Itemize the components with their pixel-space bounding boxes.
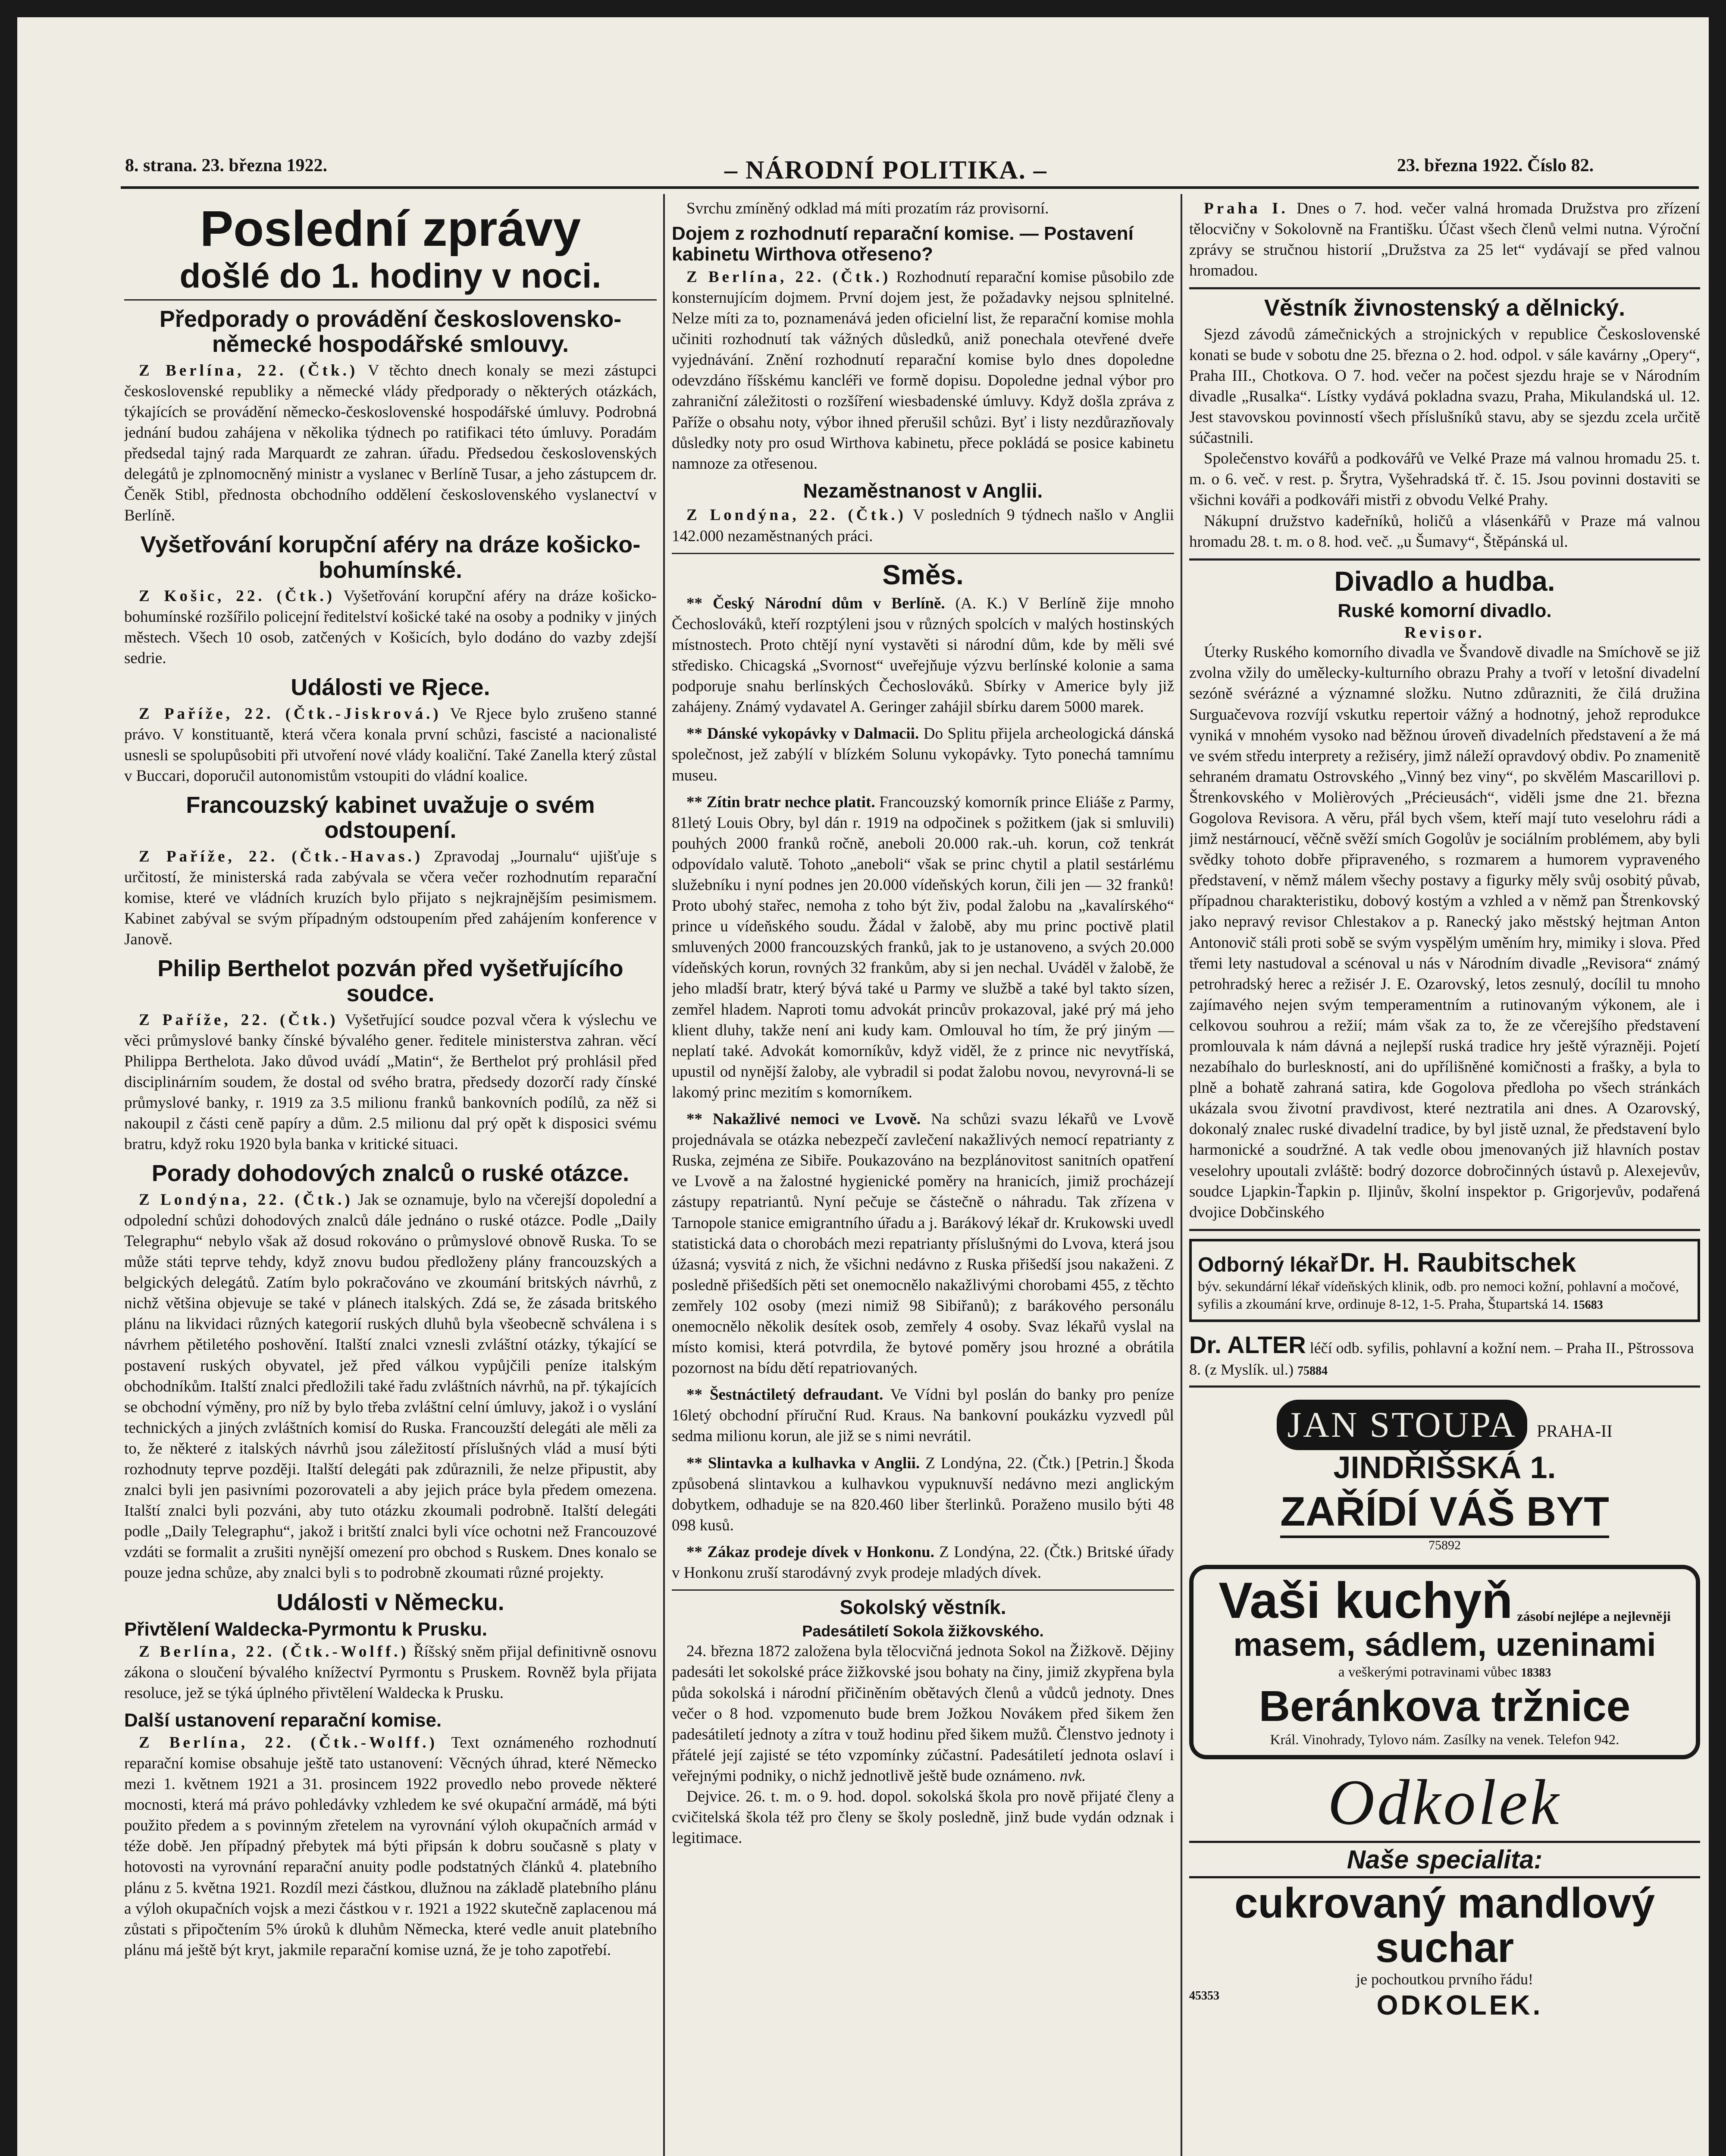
smes-item	[672, 593, 1174, 718]
ad-beranek-market	[1189, 1565, 1700, 1759]
header-issue-number: 23. března 1922. Číslo 82.	[1397, 156, 1594, 175]
article-text: Říšský sněm přijal definitivně osnovu zákona o sloučení bývalého knížectví Pyrmontu s Pruskem. Rovněž byla přijata resoluce, jež se týká úplného přivtělení Waldecka k Prusku.	[124, 1643, 657, 1702]
smes-text: Do Splitu přijela archeologická dánská společnost, jež zabýlí v blízkém Solunu vykopávky. Tyto ponechá tamnímu museu.	[672, 725, 1174, 784]
ad-odkolek	[1189, 1767, 1700, 2021]
article-body	[124, 1010, 657, 1155]
smes-item	[672, 724, 1174, 786]
article-body	[124, 1190, 657, 1584]
article-body	[124, 846, 657, 950]
divider	[672, 553, 1174, 554]
article-body	[124, 360, 657, 526]
ad-products: masem, sádlem, uzeninami	[1233, 1626, 1656, 1664]
vestnik-item: Společenstvo kovářů a podkovářů ve Velké Praze má valnou hromadu 25. t. m. o 6. več. v rest. p. Šrytra, Vyšehradská tř. č. 15. Jsou povinni dostaviti se všichni kováři a podkováři mistři z obvodu Velké Prahy.	[1189, 450, 1700, 509]
article-text: Rozhodnutí reparační komise působilo zde konsternujícím dojmem. První dojem jest, že požadavky nejsou splnitelné. Nelze míti za to, poznamenává jeden oficielní list, že reparační komise mohla učiniti rozhodnutí tak vážných důsledků, aniž ponechala otevřené dveře vyjednávání. Znění rozhodnutí reparační komise bylo dnes dopoledne odevzdáno říšskému kancléři ve formě dopisu. Dopoledne jednal výbor pro zahraniční záležitosti o rozšíření wiesbadenské úmluvy. Když došla zpráva z Paříže o obsahu noty, výbor ihned přerušil schůzi. Byť i listy nezdůrazňovaly důsledky noty pro osud Wirthova kabinetu, přece pokládá se posice kabinetu namnoze za otřesenou.	[672, 268, 1174, 473]
article-text: Vyšetřující soudce pozval včera k výslechu ve věci průmyslové banky čínské bývalého gener. ředitele ministerstva zahran. věcí Philippa Berthelota. Jako důvod uvádí „Matin“, že Berthelot prý prohlásil před disciplinárním soudem, že dostal od svého bratra, předsedy dozorčí rady čínské průmyslové banky, r. 1919 za 3.5 milionu franků bankovních podílů, za něž si nakoupil z části ceně papíry a dům. 2.5 milionu dal prý opět k disposici svému bratru, když roku 1920 byla banka v kritické situaci.	[124, 1011, 657, 1153]
article-title: Vyšetřování korupční aféry na dráze košicko-bohumínské.	[140, 532, 641, 583]
article-title: Nezaměstnanost v Anglii.	[803, 479, 1043, 502]
smes-item	[672, 1385, 1174, 1447]
header-rule	[121, 186, 1699, 189]
divider	[1189, 1229, 1700, 1231]
smes-item	[672, 1109, 1174, 1379]
article-czech-german-treaty	[124, 307, 657, 526]
article-russian-question	[124, 1161, 657, 1583]
article-dateline: Z Košic, 22. (Čtk.)	[139, 587, 335, 605]
smes-body: ** Šestnáctiletý defraudant. Ve Vídni byl poslán do banky pro peníze 16letý obchodní příruční Rud. Kraus. Na bankovní poukázku vyzvedl půl sedma milionu korun, ale již se s nimi nevrátil.	[672, 1386, 1174, 1445]
smes-title: Český Národní dům v Berlíně.	[713, 594, 945, 612]
ad-slogan: ZAŘÍDÍ VÁŠ BYT	[1280, 1488, 1609, 1538]
notice-praha	[1189, 198, 1700, 281]
article-title: Předporady o provádění československo-německé hospodářské smlouvy.	[159, 306, 622, 357]
article-corruption-affair	[124, 532, 657, 669]
divadlo-subtitle: Ruské komorní divadlo.	[1338, 600, 1552, 621]
smes-body: ** Nakažlivé nemoci ve Lvově. Na schůzi svazu lékařů ve Lvově projednávala se otázka nebezpečí zavlečení nakažlivých nemocí repatrianty z Ruska, zejména ze Sibiře. Poukazováno na bezplánovitost sanitních opatření ve Lvově a na žalostné hygienické poměry na hranicích, jimiž procházejí zástupy repatriantů. Nyní pečuje se částečně o náhradu. Tak zřízena v Tarnopole stanice emigrantního úřadu a j. Barákový lékař dr. Krukowski uvedl statistická data o chorobách mezi repatrianty příslušnými do Lvova, která jsou úžasná; vysvitá z nich, že všichni nedávno z Ruska přišedší jsou nakaženi. Z posledně přišedších pěti set onemocnělo nakažlivými chorobami 455, z těchto zemřely 102 osoby (mezi nimiž 98 Sibiřanů); z barákového personálu onemocnělo několik desítek osob, zemřely 4 osoby. Svaz lékařů vyslal na místo komisi, která potvrdila, že bytové poměry jsou hrozné a obrátila pozornost na bídu dětí repatriovaných.	[672, 1110, 1174, 1377]
article-body	[672, 267, 1174, 474]
article-dateline: Z Paříže, 22. (Čtk.)	[139, 1011, 338, 1029]
article-subtitle: Další ustanovení reparační komise.	[124, 1709, 442, 1731]
article-dateline: Z Berlína, 22. (Čtk.)	[686, 268, 891, 286]
smes-body: ** Slintavka a kulhavka v Anglii. Z Londýna, 22. (Čtk.) [Petrin.] Škoda způsobená slintavkou a kulhavkou vypuknuvší nedávno mezi anglickým dobytkem, odhaduje se na 820.460 liber šterlinků. Poraženo musilo býti 48 098 kusů.	[672, 1454, 1174, 1534]
article-title: Dojem z rozhodnutí reparační komise. — Postavení kabinetu Wirthova otřeseno?	[672, 223, 1134, 265]
ad-address: Král. Vinohrady, Tylovo nám. Zasílky na venek. Telefon 942.	[1270, 1732, 1619, 1748]
sokol-subtitle: Padesátiletí Sokola žižkovského.	[802, 1622, 1044, 1640]
header-page-date: 8. strana. 23. března 1922.	[125, 156, 327, 175]
smes-text: (A. K.) V Berlíně žije mnoho Čechoslováků, kteří rozptýleni jsou v různých spolcích v malých hostinských místnostech. Proto chtějí nyní vystavěti si národní dům, kde by měli své středisko. Chicagská „Svornost“ uveřejňuje výzvu berlínské kolonie a sama podporuje snahu berlínských Čechoslováků. Sbírky v Americe byly již zahájeny. Známý vydavatel A. Geringer zahájil sbírku darem 5000 marek.	[672, 594, 1174, 716]
article-body	[124, 704, 657, 787]
article-continuation: Svrchu zmíněný odklad má míti prozatím ráz provisorní.	[686, 200, 1049, 217]
article-text: V těchto dnech konaly se mezi zástupci československé republiky a německé vlády předporady o některých otázkách, týkajících se provádění německo-československé hospodářské úmluvy. Podrobná jednání budou zahájena v několika týdnech po ratifikaci této úmluvy. Poradám předsedal tajný rada Marquardt ze zahran. úřadu. Předsedou československých delegátů je zplnomocněný ministr a vyslanec v Berlíně Tusar, a jeho zástupcem dr. Čeněk Stibl, přednosta obchodního oddělení československého vyslanectví v Berlíně.	[124, 361, 657, 525]
article-body	[124, 586, 657, 669]
article-rijeka-events	[124, 675, 657, 787]
column-2	[672, 198, 1174, 2156]
smes-text: Z Londýna, 22. (Čtk.) [Petrin.] Škoda způsobená slintavkou a kulhavkou vypuknuvší nedávno mezi anglickým dobytkem, odhaduje se na 820.460 liber šterlinků. Poraženo musilo býti 48 098 kusů.	[672, 1454, 1174, 1534]
smes-body: ** Český Národní dům v Berlíně. (A. K.) V Berlíně žije mnoho Čechoslováků, kteří rozptýleni jsou v různých spolcích v malých hostinských místnostech. Proto chtějí nyní vystavěti si národní dům, kde by měli své středisko. Chicagská „Svornost“ uveřejňuje výzvu berlínské kolonie a sama podporuje snahu berlínských Čechoslováků. Sbírky v Americe byly již zahájeny. Známý vydavatel A. Geringer zahájil sbírku darem 5000 marek.	[672, 594, 1174, 716]
article-dateline: Z Paříže, 22. (Čtk.-Jiskrová.)	[139, 705, 442, 723]
article-title: Francouzský kabinet uvažuje o svém odstoupení.	[186, 792, 595, 843]
sokol-signature: nvk.	[1059, 1767, 1086, 1785]
newspaper-page	[17, 17, 1709, 2156]
ad-raubitschek	[1189, 1239, 1700, 1322]
article-subtitle: Přivtělení Waldecka-Pyrmontu k Prusku.	[124, 1618, 487, 1640]
article-title: Philip Berthelot pozván před vyšetřujícího soudce.	[157, 956, 623, 1007]
column-1	[124, 198, 657, 2156]
smes-item	[672, 792, 1174, 1103]
header-masthead: – NÁRODNÍ POLITIKA. –	[724, 156, 1047, 184]
ad-footer: 45353 ODKOLEK.	[1189, 1989, 1543, 2021]
article-unemployment-england	[672, 480, 1174, 547]
smes-body: ** Dánské vykopávky v Dalmacii. Do Splitu přijela archeologická dánská společnost, jež zabýlí v blízkém Solunu vykopávky. Tyto ponechá tamnímu museu.	[672, 725, 1174, 784]
section-title-smes: Směs.	[882, 559, 964, 590]
ad-brand-line: JAN STOUPA PRAHA-II JINDŘIŠSKÁ 1.	[1189, 1400, 1700, 1485]
banner-latest-news: Poslední zprávy	[200, 201, 581, 257]
ad-tagline: je pochoutkou prvního řádu!	[1356, 1970, 1533, 1988]
ad-specialty: Naše specialita:	[1189, 1841, 1700, 1878]
smes-title: Šestnáctiletý defraudant.	[709, 1386, 883, 1404]
smes-item	[672, 1542, 1174, 1583]
article-dateline: Z Berlína, 22. (Čtk.-Wolff.)	[139, 1733, 438, 1752]
article-body	[124, 1733, 657, 1961]
smes-text: Na schůzi svazu lékařů ve Lvově projednávala se otázka nebezpečí zavlečení nakažlivých nemocí repatrianty z Ruska, zejména ze Sibiře. Poukazováno na bezplánovitost sanitních opatření ve Lvově a na žalostné hygienické poměry na hranicích, jimiž procházejí zástupy repatriantů. Nyní pečuje se částečně o náhradu. Tak zřízena v Tarnopole stanice emigrantního úřadu a j. Barákový lékař dr. Krukowski uvedl statistická data o chorobách mezi repatrianty příslušnými do Lvova, která jsou úžasná; vysvitá z nich, že všichni nedávno z Ruska přišedší jsou nakaženi. Z posledně přišedších pěti set onemocnělo nakažlivými chorobami 455, z těchto zemřely 102 osoby (mezi nimiž 98 Sibiřanů); z barákového personálu onemocnělo několik desítek osob, zemřely 4 osoby. Svaz lékařů vyslal na místo komisi, která potvrdila, že bytové poměry jsou hrozné a obrátila pozornost na bídu dětí repatriovaných.	[672, 1110, 1174, 1377]
article-text: Vyšetřování korupční aféry na dráze košicko-bohumínské rozšířilo policejní ředitelství košické také na osoby a podniky v jiných městech. Všech 10 osob, zatčených v Košicích, bylo dodáno do vazby zdejší sedrie.	[124, 587, 657, 667]
smes-title: Slintavka a kulhavka v Anglii.	[708, 1454, 920, 1472]
sokol-body: 24. března 1872 založena byla tělocvičná jednota Sokol na Žižkově. Dějiny padesáti let sokolské práce žižkovské jsou bohaty na činy, jimiž zkypřena byla půda sokolská i národní přičiněním obětavých členů a vůdců jednoty. Dnes večer o 8 hod. vzpomenuto bude brem Jožkou Novákem před šikem žen padesátiletí jednoty a zítra v touž hodinu před šikem mužů. Členstvo jednoty i přátelé její zajisté se této vzpomínky zúčastní. Padesátiletí jednota oslaví i veřejnými podniky, o nichž jednotlivě ještě bude oznámeno. nvk.	[672, 1642, 1174, 1785]
ad-jan-stoupa	[1189, 1395, 1700, 1557]
banner-subtitle: došlé do 1. hodiny v noci.	[179, 257, 601, 295]
article-text: Text oznámeného rozhodnutí reparační komise obsahuje ještě tato ustanovení: Věcných úhrad, které Německo mezi 1. květnem 1921 a 31. prosincem 1922 provedlo nebo provede některé mocnosti, která má právo pohledávky vzhledem ke své okupační armádě, má býti použito předem a s povinným zřetelem na vyrovnání výloh okupačních armád v téže době. Jen případný přebytek má býti připsán k dobru současně s platy v hotovosti na vyrovnání reparační anuity podle podstatných článků 4. platebního plánu z 5. května 1921. Rozdíl mezi částkou, dlužnou na základě platebního plánu a výloh okupačních vojsk a mezi částkou v r. 1921 a 1922 skutečně zaplacenou má zůstati s připočtením 5% úroků k dluhům Německa, které vedle anuit platebního plánu má ještě být kryt, jakmile reparační komise uzná, že je toho zapotřebí.	[124, 1733, 657, 1959]
notice-text: Dnes o 7. hod. večer valná hromada Družstva pro zřízení tělocvičny v Sokolovně na Františku. Účast všech členů velmi nutna. Výroční zprávy se stručnou historií „Družstva za 25 let“ vydávají se před valnou hromadou.	[1189, 200, 1700, 280]
article-reparation-provisions	[124, 1710, 657, 1961]
ad-brand: Beránkova tržnice	[1259, 1682, 1631, 1730]
smes-body: ** Zítin bratr nechce platit. Francouzský komorník prince Eliáše z Parmy, 81letý Louis Obry, byl dán r. 1919 na odpočinek s požitkem (jak si smluvili) pouhých 2000 franků ročně, aneboli 20.000 rak.-uh. korun, což tenkrát odpovídalo valutě. Tohoto „aneboli“ však se princ chytil a platil sestárlému služebníku i nyní podnes jen 20.000 vídeňských korun, čili jen — 32 franků! Proto ubohý stařec, nemoha z toho být živ, podal žalobu na „kavalírského“ prince u vídeňského soudu. Žádal v žalobě, aby mu princ poctivě platil smluvených 2000 francouzských franků, jak to je ustanoveno, a svých 20.000 vídeňských korun, rovných 32 frankům, aby si jen nechal. Uváděl v žalobě, že jeho mladší bratr, který bývá také u Parmy ve službě a také byl takto sízen, zemřel hladem. Naproti tomu advokát princův prokazoval, jaké prý má jeho klient dluhy, takže není ani kudy kam. Omlouval ho tím, že prý jiným — neplatí také. Advokát komorníkův, když viděl, že z prince nic nevytříská, upustil od nynější žaloby, ale vybradil si podat žalobu novou, nevyrovná-li se lakomý princ mezitím s komorníkem.	[672, 793, 1174, 1101]
vestnik-item: Sjezd závodů zámečnických a strojnických v republice Československé konati se bude v sobotu dne 25. března o 2. hod. odpol. v sále kavárny „Opery“, Praha III., Chotkova. O 7. hod. večer na počest sjezdu hraje se v Národním divadle „Rusalka“. Lístky vydává pokladna svazu, Praha, Mikulandská ul. 12. Jest stavovskou povinností všech příslušníků stavu, aby se sjezdu zcela určitě súčastnili.	[1189, 325, 1700, 447]
column-divider	[663, 194, 665, 2156]
smes-text: Francouzský komorník prince Eliáše z Parmy, 81letý Louis Obry, byl dán r. 1919 na odpočinek s požitkem (jak si smluvili) pouhých 2000 franků ročně, aneboli 20.000 rak.-uh. korun, což tenkrát odpovídalo valutě. Tohoto „aneboli“ však se princ chytil a platil sestárlému služebníku i nyní podnes jen 20.000 vídeňských korun, čili jen — 32 franků! Proto ubohý stařec, nemoha z toho být živ, podal žalobu na „kavalírského“ prince u vídeňského soudu. Žádal v žalobě, aby mu princ poctivě platil smluvených 2000 francouzských franků, jak to je ustanoveno, a svých 20.000 vídeňských korun, rovných 32 frankům, aby si jen nechal. Uváděl v žalobě, že jeho mladší bratr, který bývá také u Parmy ve službě a také byl takto sízen, zemřel hladem. Naproti tomu advokát princův prokazoval, jaké prý má jeho klient dluhy, takže není ani kudy kam. Omlouval ho tím, že prý jiným — neplatí také. Advokát komorníkův, když viděl, že z prince nic nevytříská, upustil od nynější žaloby, ale vybradil si podat žalobu novou, nevyrovná-li se lakomý princ mezitím s komorníkem.	[672, 793, 1174, 1101]
article-dateline: Z Berlína, 22. (Čtk.)	[139, 361, 358, 379]
article-dateline: Z Londýna, 22. (Čtk.)	[686, 506, 906, 524]
smes-body: ** Zákaz prodeje dívek v Honkonu. Z Londýna, 22. (Čtk.) Britské úřady v Honkonu zruší starodávný zvyk prodeje mladých dívek.	[672, 1543, 1174, 1582]
article-reparation-impression	[672, 223, 1174, 474]
smes-title: Nakažlivé nemoci ve Lvově.	[713, 1110, 921, 1128]
smes-title: Zítin bratr nechce platit.	[706, 793, 875, 811]
notice-dateline: Praha I.	[1204, 200, 1288, 217]
divider	[1189, 558, 1700, 561]
divadlo-review: Úterky Ruského komorního divadla ve Švandově divadle na Smíchově se již zvolna vžily do umělecky-kulturního obrazu Prahy a tvoří v letošní divadelní sezóně svérázné a významné složku. Nutno zdůrazniti, že čilá družina Surguačevova rozvíjí vskutku repertoir vážný a hodnotný, jehož reprodukce vyniká v mnohém vysoko nad běžnou úroveň divadelních představení a že má ve svém středu interprety a režiséry, jimž náleží opravdový obdiv. Po znamenitě sehraném dramatu Ostrovského „Vinný bez viny“, po skvělém Mascarillovi p. Štrenkovského v Molièrových „Précieusách“, viděli jsme dne 21. března Gogolova Revisora. A věru, přál bych všem, kteří mají tuto veselohru rádi a jimž nestárnoucí, věčně svěží smích Gogolův je sociálním problémem, aby byli svědky tohoto dobře připraveného, s rozmarem a humorem vypraveného představení, v němž málem všechy postavy a figurky měly svůj osobitý půvab, případnou charakteristiku, dobový kostým a vzhled a v němž pan Štrenkovský jako nepravý revisor Chlestakov a p. Ranecký jako městský hejtman Anton Antonovič stáli proti sobě se svým vyspělým uměním hry, mimiky i slova. Před třemi lety nastudoval a scénoval u nás v Národním divadle „Revisora“ známý petrohradský herec a režisér J. E. Ozarovský, letos zesnulý, docílil tu mnoho zajímavého nejen svým temperamentním a rutinovaným výkonem, ale i celkovou souhrou a režií; mám však za to, že ze včerejšího představení promlouvala k nám dávná a nejlepší ruská tradice hry ještě výrazněji. Pojetí nezabíhalo do burleskností, ani do upřílišněné komičnosti a frašky, a byla to plně a bohatě zahraná satira, kde Gogolova předloha po všech stránkách ukázala svou životní pravdivost, které neztratila ani dnes. A Ozarovský, dokonalý znalec ruské divadelní tradice, by byl jistě uznal, že představení bylo harmonické a soudržné. A tak vedle obou jmenovaných již hlavních postav veselohry upoutali zvláště: bodrý dozorce dobročinných ústavů p. Alexejevův, soudce Ljapkin-Ťapkin p. Iljinův, školní inspektor p. Grigorjevův, podařená dvojice Dobčinského	[1189, 643, 1700, 1221]
article-body	[672, 505, 1174, 546]
article-berthelot	[124, 956, 657, 1155]
divider	[1189, 287, 1700, 289]
divider	[124, 299, 657, 301]
article-text: Zpravodaj „Journalu“ ujišťuje s určitostí, že ministerská rada zabývala se včera večer rozhodnutím reparační komise, které ve vládních kruzích bylo přijato s nejkrajnějším pesimismem. Kabinet zabýval se svým případným odstoupením před zahájením konference v Janově.	[124, 847, 657, 949]
vestnik-item: Nákupní družstvo kadeřníků, holičů a vlásenkářů v Praze má valnou hromadu 28. t. m. o 8. hod. več. „u Šumavy“, Štěpánská ul.	[1189, 512, 1700, 551]
article-text: Jak se oznamuje, bylo na včerejší dopolední a odpolední schůzi dohodových znalců dále jednáno o ruské otázce. Podle „Daily Telegraphu“ nebylo však až dosud rokováno o průmyslové obnově Ruska. To se může státi teprve tehdy, když znovu budou předloženy plány francouzských a belgických delegátů. Zatím bylo pokračováno ve zkoumání britských návrhů, z nichž většina objevuje se také v plánech italských. Zdá se, že zásada britského plánu na likvidaci různých kategorií ruských dluhů byla všeobecně schválena i s návrhem pětiletého poshovění. Italští znalci vznesli zvláštní otázky, týkající se postavení ruských obyvatel, jež před válkou vypůjčili peníze italským obchodníkům. Italští znalci předložili také řadu zvláštních návrhů, na př. týkajících se obchodní výměny, pro níž by bylo třeba zvláštní celní úmluvy, jakož i o vyslání technických a jiných zvláštních komisí do Ruska. Francouzští delegáti ale měli za to, že některé z italských návrhů jsou záležitostí příslušných vlád a musí býti rozhodnuty teprve později. Italští delegáti pak zdůraznili, že nelze připustit, aby znalci byli jen pasivními pozorovateli a aby jejich práce byla předem omezena. Italští znalci byli pozváni, aby tuto otázku zkoumali podrobně. Italští delegáti podle „Daily Telegraphu“, jakož i britští znalci byli více ochotni než Francouzové vzdáti se formalit a zrušiti nynější omezení pro obchod s Ruskem. Dnes konalo se pouze jedna schůze, aby znalci byli s to podrobně zkoumati různé projekty.	[124, 1191, 657, 1582]
smes-text: Ve Vídni byl poslán do banky pro peníze 16letý obchodní příruční Rud. Kraus. Na bankovní poukázku vyzvedl půl sedma milionu korun, ale již se s nimi nevrátil.	[672, 1386, 1174, 1445]
section-title-divadlo: Divadlo a hudba.	[1334, 565, 1555, 597]
article-title: Události v Německu.	[276, 1589, 504, 1615]
ad-product: cukrovaný mandlový suchar	[1234, 1879, 1655, 1971]
article-dateline: Z Paříže, 22. (Čtk.-Havas.)	[139, 847, 423, 865]
article-title: Porady dohodových znalců o ruské otázce.	[151, 1160, 630, 1187]
article-events-germany	[124, 1590, 657, 1704]
ad-number: 75892	[1428, 1538, 1461, 1553]
sokol-section	[672, 1597, 1174, 1849]
article-dateline: Z Londýna, 22. (Čtk.)	[139, 1191, 353, 1209]
article-dateline: Z Berlína, 22. (Čtk.-Wolff.)	[139, 1643, 409, 1661]
smes-title: Dánské vykopávky v Dalmacii.	[707, 725, 919, 743]
ad-line: a veškerými potravinami vůbec 18383	[1338, 1664, 1551, 1680]
column-divider	[1181, 194, 1182, 2156]
ad-brand: JAN STOUPA	[1277, 1400, 1527, 1450]
ad-text: býv. sekundární lékař vídeňských klinik, odb. pro nemoci kožní, pohlavní a močové, syfilis a zkoumání krve, ordinuje 8-12, 1-5. Praha, Štupartská 14. 15683	[1198, 1279, 1679, 1313]
article-french-cabinet	[124, 793, 657, 950]
section-title-vestnik: Věstník živnostenský a dělnický.	[1264, 295, 1626, 321]
divadlo-play-title: Revisor.	[1404, 624, 1485, 642]
divider	[1189, 1385, 1700, 1388]
article-text: V posledních 9 týdnech našlo v Anglii 142.000 nezaměstnaných práci.	[672, 506, 1174, 545]
ad-script-logo: Odkolek	[1328, 1766, 1562, 1838]
sokol-body-2: Dejvice. 26. t. m. o 9. hod. dopol. sokolská škola pro nově přijaté členy a cvičitelská škola též pro členy se školy posledně, jinž bude vydán odznak i legitimace.	[672, 1788, 1174, 1847]
article-text: Ve Rjece bylo zrušeno stanné právo. V konstituantě, která včera konala první schůzi, fascisté a nacionalisté usnesli se spolupůsobiti při utvoření nové vlády koaliční. Také Zanella který zůstal v Buccari, doporučil autonomistům vstoupiti do vládní koalice.	[124, 705, 657, 785]
ad-headline: Odborný lékař Dr. H. Raubitschek	[1198, 1247, 1576, 1278]
ad-headline: Vaši kuchyň zásobí nejlépe a nejlevněji	[1219, 1572, 1671, 1630]
divider	[672, 1589, 1174, 1591]
article-body	[124, 1642, 657, 1704]
smes-title: Zákaz prodeje dívek v Honkonu.	[707, 1543, 935, 1561]
ad-alter: Dr. ALTER léčí odb. syfilis, pohlavní a kožní nem. – Praha II., Pštrossova 8. (z Myslík. ul.) 75884	[1189, 1331, 1694, 1379]
column-3	[1189, 198, 1700, 2156]
section-title-sokol: Sokolský věstník.	[840, 1596, 1006, 1619]
smes-item	[672, 1453, 1174, 1536]
smes-text: Z Londýna, 22. (Čtk.) Britské úřady v Honkonu zruší starodávný zvyk prodeje mladých dívek.	[672, 1543, 1174, 1582]
article-title: Události ve Rjece.	[291, 674, 490, 701]
